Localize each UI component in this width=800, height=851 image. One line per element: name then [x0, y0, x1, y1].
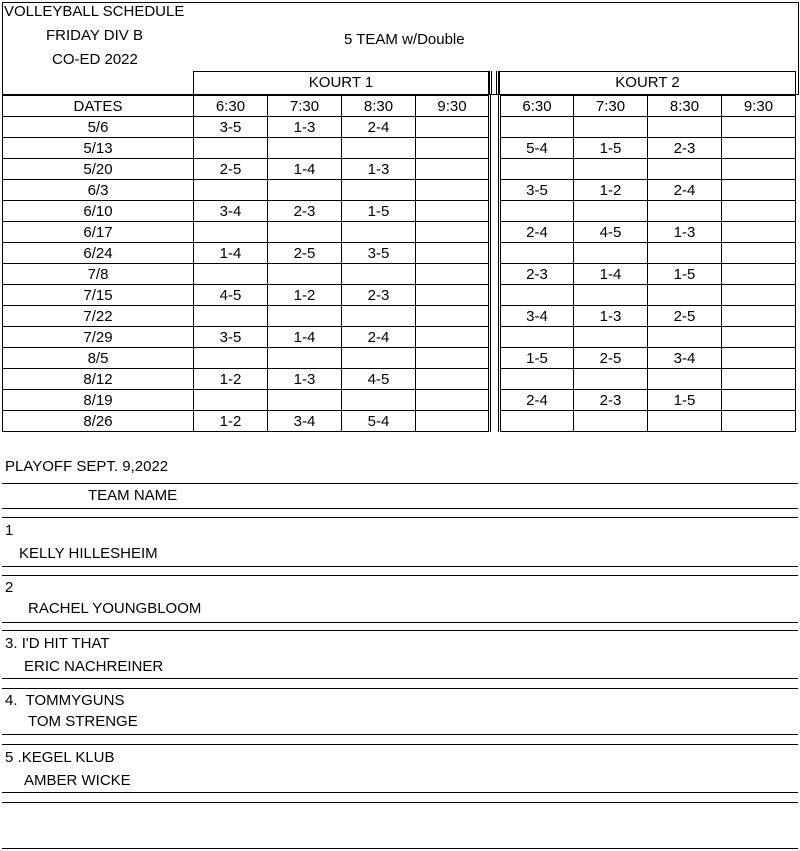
kourt-1-match-cell: [416, 222, 490, 243]
kourt-2-match-cell: [648, 243, 722, 264]
divider: [2, 517, 798, 518]
kourt-1-match-cell: 3-5: [342, 243, 416, 264]
kourt-1-match-cell: 1-4: [268, 159, 342, 180]
divider: [2, 848, 798, 849]
kourt-1-match-cell: [416, 243, 490, 264]
kourt-2-match-cell: 2-4: [500, 390, 574, 411]
team-3-number: 3.: [5, 635, 18, 652]
team-name-label: TEAM NAME: [88, 487, 178, 504]
team-3-line: [5, 635, 110, 652]
kourt-1-match-cell: 2-5: [194, 159, 268, 180]
table-row: [3, 159, 796, 180]
kourt-2-match-cell: [648, 117, 722, 138]
kourt-separator: [490, 411, 500, 432]
table-row: [3, 348, 796, 369]
divider: [2, 678, 798, 679]
kourt-2-match-cell: [722, 411, 796, 432]
kourt-1-match-cell: 2-3: [268, 201, 342, 222]
kourt-2-match-cell: 1-3: [574, 306, 648, 327]
kourt-1-match-cell: 1-4: [194, 243, 268, 264]
kourt-2-match-cell: [722, 117, 796, 138]
kourt-1-match-cell: [342, 390, 416, 411]
table-row: [3, 411, 796, 432]
kourt-1-time-header: 9:30: [416, 96, 490, 117]
kourt-1-match-cell: [268, 138, 342, 159]
kourt-2-match-cell: [500, 369, 574, 390]
kourt-2-match-cell: 1-5: [574, 138, 648, 159]
league-label: CO-ED 2022: [52, 51, 138, 68]
playoff-title: PLAYOFF SEPT. 9,2022: [5, 458, 169, 475]
kourt-1-match-cell: [416, 117, 490, 138]
kourt-divider: [489, 71, 499, 95]
kourt-1-match-cell: [416, 369, 490, 390]
table-row: [3, 117, 796, 138]
date-cell: 7/15: [3, 285, 194, 306]
kourt-1-match-cell: [194, 138, 268, 159]
kourt-2-time-header: 9:30: [722, 96, 796, 117]
kourt-1-match-cell: [416, 180, 490, 201]
kourt-2-match-cell: 3-4: [648, 348, 722, 369]
divider: [2, 744, 798, 745]
kourt-separator: [490, 159, 500, 180]
table-row: [3, 180, 796, 201]
kourt-1-time-header: 7:30: [268, 96, 342, 117]
kourt-1-match-cell: 1-5: [342, 201, 416, 222]
kourt-2-match-cell: 3-5: [500, 180, 574, 201]
date-cell: 7/29: [3, 327, 194, 348]
kourt-2-match-cell: 2-5: [574, 348, 648, 369]
kourt-1-match-cell: [268, 264, 342, 285]
kourt-1-match-cell: [416, 264, 490, 285]
divider: [2, 688, 798, 689]
divider: [2, 734, 798, 735]
kourt-1-match-cell: [268, 180, 342, 201]
date-cell: 5/13: [3, 138, 194, 159]
kourt-2-match-cell: [722, 201, 796, 222]
kourt-2-match-cell: [722, 285, 796, 306]
table-row: [3, 201, 796, 222]
table-row: [3, 327, 796, 348]
division-label: FRIDAY DIV B: [46, 27, 143, 44]
kourt-1-match-cell: [194, 264, 268, 285]
kourt-1-match-cell: 1-4: [268, 327, 342, 348]
kourt-1-match-cell: 3-4: [268, 411, 342, 432]
team-2-captain: RACHEL YOUNGBLOOM: [28, 600, 202, 617]
kourt-1-match-cell: [194, 306, 268, 327]
kourt-1-match-cell: 2-3: [342, 285, 416, 306]
kourt-1-match-cell: 3-5: [194, 327, 268, 348]
table-row: [3, 369, 796, 390]
divider: [2, 792, 798, 793]
team-2-number: 2: [5, 579, 14, 596]
kourt-2-match-cell: [648, 411, 722, 432]
date-cell: 5/6: [3, 117, 194, 138]
kourt-2-match-cell: [722, 348, 796, 369]
date-cell: 6/3: [3, 180, 194, 201]
kourt-2-match-cell: [722, 369, 796, 390]
kourt-1-match-cell: [416, 411, 490, 432]
date-cell: 6/10: [3, 201, 194, 222]
team-4-number: 4.: [5, 692, 18, 709]
kourt-2-match-cell: [500, 285, 574, 306]
kourt-1-match-cell: [342, 138, 416, 159]
kourt-1-match-cell: 3-4: [194, 201, 268, 222]
kourt-1-header: KOURT 1: [193, 71, 489, 95]
kourt-1-match-cell: [416, 306, 490, 327]
kourt-1-match-cell: 2-4: [342, 117, 416, 138]
format-label: 5 TEAM w/Double: [344, 31, 465, 48]
kourt-2-match-cell: [574, 369, 648, 390]
kourt-2-match-cell: [574, 411, 648, 432]
team-3-captain: ERIC NACHREINER: [24, 658, 164, 675]
table-row: [3, 264, 796, 285]
table-row: [3, 390, 796, 411]
kourt-2-match-cell: 4-5: [574, 222, 648, 243]
kourt-separator: [490, 180, 500, 201]
date-cell: 6/24: [3, 243, 194, 264]
date-cell: 8/19: [3, 390, 194, 411]
date-cell: 8/26: [3, 411, 194, 432]
date-cell: 5/20: [3, 159, 194, 180]
kourt-separator: [490, 390, 500, 411]
team-5-name: KEGEL KLUB: [21, 749, 115, 766]
kourt-2-match-cell: [500, 243, 574, 264]
kourt-1-match-cell: [342, 264, 416, 285]
kourt-1-match-cell: 3-5: [194, 117, 268, 138]
kourt-2-match-cell: [648, 369, 722, 390]
kourt-2-match-cell: 2-3: [574, 390, 648, 411]
divider: [2, 622, 798, 623]
kourt-2-match-cell: [648, 201, 722, 222]
kourt-1-match-cell: [416, 327, 490, 348]
kourt-2-match-cell: [722, 222, 796, 243]
kourt-2-match-cell: [500, 327, 574, 348]
kourt-2-match-cell: [722, 138, 796, 159]
kourt-2-time-header: 6:30: [500, 96, 574, 117]
kourt-2-match-cell: [722, 306, 796, 327]
team-1-captain: KELLY HILLESHEIM: [19, 545, 158, 562]
kourt-separator: [490, 117, 500, 138]
team-5-line: [5, 749, 115, 766]
kourt-1-match-cell: [268, 348, 342, 369]
kourt-separator: [490, 327, 500, 348]
kourt-2-match-cell: 3-4: [500, 306, 574, 327]
date-cell: 6/17: [3, 222, 194, 243]
kourt-2-match-cell: 2-4: [500, 222, 574, 243]
kourt-2-match-cell: [574, 159, 648, 180]
kourt-2-match-cell: [648, 285, 722, 306]
kourt-2-match-cell: [722, 180, 796, 201]
kourt-1-match-cell: [194, 180, 268, 201]
kourt-2-match-cell: [500, 117, 574, 138]
kourt-1-match-cell: [416, 390, 490, 411]
kourt-2-match-cell: 1-4: [574, 264, 648, 285]
table-row: [3, 138, 796, 159]
kourt-2-match-cell: [500, 201, 574, 222]
kourt-1-match-cell: 2-4: [342, 327, 416, 348]
kourt-2-match-cell: [574, 327, 648, 348]
kourt-separator: [490, 348, 500, 369]
divider: [2, 508, 798, 509]
kourt-1-match-cell: [342, 180, 416, 201]
kourt-1-match-cell: 1-3: [342, 159, 416, 180]
kourt-2-time-header: 8:30: [648, 96, 722, 117]
kourt-1-match-cell: [342, 348, 416, 369]
kourt-separator: [490, 96, 500, 117]
schedule-title: VOLLEYBALL SCHEDULE: [4, 3, 185, 20]
kourt-1-time-header: 6:30: [194, 96, 268, 117]
kourt-2-match-cell: 2-3: [648, 138, 722, 159]
kourt-1-match-cell: [416, 159, 490, 180]
date-cell: 8/12: [3, 369, 194, 390]
kourt-2-match-cell: [574, 201, 648, 222]
team-1-number: 1: [5, 522, 14, 539]
kourt-2-match-cell: [500, 411, 574, 432]
kourt-1-match-cell: [268, 306, 342, 327]
table-row: [3, 243, 796, 264]
kourt-2-match-cell: 1-2: [574, 180, 648, 201]
date-cell: 7/22: [3, 306, 194, 327]
kourt-1-match-cell: [416, 138, 490, 159]
kourt-1-match-cell: [268, 390, 342, 411]
team-4-name: TOMMYGUNS: [21, 692, 125, 709]
schedule-table: [2, 95, 796, 432]
kourt-1-match-cell: 1-2: [194, 369, 268, 390]
date-cell: 8/5: [3, 348, 194, 369]
kourt-2-match-cell: [722, 159, 796, 180]
team-4-captain: TOM STRENGE: [28, 713, 138, 730]
team-5-number: 5 .: [5, 749, 22, 766]
divider: [2, 575, 798, 576]
kourt-1-match-cell: 1-3: [268, 369, 342, 390]
kourt-1-match-cell: 4-5: [194, 285, 268, 306]
kourt-1-match-cell: 1-2: [268, 285, 342, 306]
kourt-2-match-cell: [574, 243, 648, 264]
kourt-1-match-cell: [342, 222, 416, 243]
kourt-1-match-cell: [342, 306, 416, 327]
kourt-1-match-cell: 1-2: [194, 411, 268, 432]
kourt-1-match-cell: 4-5: [342, 369, 416, 390]
divider: [2, 630, 798, 631]
kourt-separator: [490, 222, 500, 243]
kourt-1-match-cell: [416, 201, 490, 222]
kourt-2-match-cell: 1-5: [648, 390, 722, 411]
kourt-separator: [490, 201, 500, 222]
kourt-2-match-cell: [574, 285, 648, 306]
team-3-name: I'D HIT THAT: [21, 635, 110, 652]
kourt-2-match-cell: 1-5: [500, 348, 574, 369]
divider: [2, 483, 798, 484]
kourt-2-match-cell: 1-3: [648, 222, 722, 243]
kourt-2-match-cell: 2-5: [648, 306, 722, 327]
kourt-2-match-cell: [722, 243, 796, 264]
kourt-separator: [490, 264, 500, 285]
kourt-1-time-header: 8:30: [342, 96, 416, 117]
kourt-separator: [490, 369, 500, 390]
divider: [2, 802, 798, 803]
kourt-2-match-cell: [574, 117, 648, 138]
kourt-1-match-cell: 5-4: [342, 411, 416, 432]
kourt-1-match-cell: 2-5: [268, 243, 342, 264]
divider: [2, 566, 798, 567]
kourt-1-match-cell: [416, 348, 490, 369]
kourt-1-match-cell: [194, 222, 268, 243]
kourt-2-time-header: 7:30: [574, 96, 648, 117]
team-5-captain: AMBER WICKE: [24, 772, 131, 789]
kourt-1-match-cell: [268, 222, 342, 243]
kourt-2-match-cell: 2-4: [648, 180, 722, 201]
dates-header: DATES: [3, 96, 194, 117]
kourt-separator: [490, 138, 500, 159]
table-row: [3, 306, 796, 327]
kourt-separator: [490, 306, 500, 327]
table-row: [3, 285, 796, 306]
kourt-2-match-cell: 2-3: [500, 264, 574, 285]
kourt-2-match-cell: [648, 327, 722, 348]
header-row: [3, 96, 796, 117]
kourt-2-match-cell: [722, 390, 796, 411]
kourt-2-match-cell: [722, 327, 796, 348]
team-4-line: [5, 692, 124, 709]
date-cell: 7/8: [3, 264, 194, 285]
kourt-1-match-cell: 1-3: [268, 117, 342, 138]
kourt-separator: [490, 243, 500, 264]
kourt-2-match-cell: [648, 159, 722, 180]
kourt-2-header: KOURT 2: [499, 71, 796, 95]
kourt-2-match-cell: 1-5: [648, 264, 722, 285]
kourt-separator: [490, 285, 500, 306]
kourt-1-match-cell: [194, 348, 268, 369]
kourt-2-match-cell: 5-4: [500, 138, 574, 159]
kourt-2-match-cell: [500, 159, 574, 180]
kourt-1-match-cell: [194, 390, 268, 411]
kourt-1-match-cell: [416, 285, 490, 306]
table-row: [3, 222, 796, 243]
kourt-2-match-cell: [722, 264, 796, 285]
